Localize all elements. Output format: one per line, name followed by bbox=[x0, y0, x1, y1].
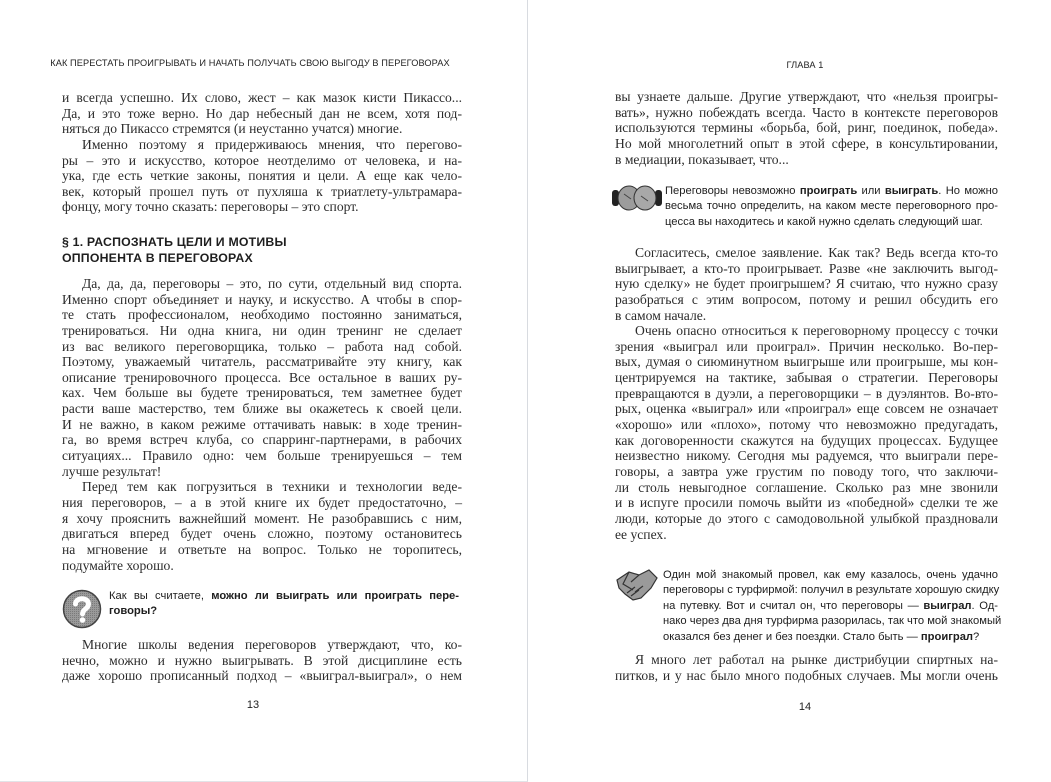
text-line: используются термины «борьба, бой, ринг, поединок, победа». bbox=[615, 120, 998, 136]
callout-text: или bbox=[857, 185, 885, 197]
callout-text: Переговоры невозможно bbox=[665, 185, 800, 197]
callout-text: весьма точно определить, на каком месте переговорного про- bbox=[665, 200, 998, 213]
body-text bbox=[62, 276, 462, 573]
callout-line bbox=[665, 215, 998, 230]
text-line: Согласитесь, смелое заявление. Как так? Ведь всегда кто-то bbox=[635, 245, 998, 260]
callout-line bbox=[663, 583, 998, 598]
question-callout bbox=[109, 589, 459, 620]
body-text bbox=[615, 89, 998, 167]
text-line: Очень опасно относиться к переговорному процессу с точки bbox=[635, 323, 998, 339]
callout-line bbox=[663, 614, 1002, 629]
text-line: га, во время встреч клуба, со спарринг-партнерами, в рабочих bbox=[62, 432, 462, 448]
text-line: «хорошо» или «плохо», потому что невозможно предугадать, bbox=[615, 417, 998, 433]
text-line: тренироваться. Ни одна книга, ни один тренинг не сделает bbox=[62, 322, 462, 338]
heading-line: ОППОНЕНТА В ПЕРЕГОВОРАХ bbox=[62, 250, 253, 265]
callout-text: Как вы считаете, bbox=[109, 590, 212, 602]
text-line: неизвестно никому. Сегодня мы радуемся, что выиграли пере- bbox=[615, 448, 998, 464]
text-line: Именно спорт объединяет и науку, и искусство. А чтобы в спор- bbox=[62, 291, 462, 307]
paragraph bbox=[615, 652, 998, 683]
text-line: и всегда успешно. Их слово, жест – как мазок кисти Пикассо... bbox=[62, 90, 462, 105]
running-head: ГЛАВА 1 bbox=[786, 60, 824, 70]
paragraph bbox=[615, 323, 998, 542]
callout-text: ? bbox=[973, 630, 980, 643]
body-text bbox=[615, 245, 998, 542]
running-head: КАК ПЕРЕСТАТЬ ПРОИГРЫВАТЬ И НАЧАТЬ ПОЛУЧАТЬ СВОЮ ВЫГОДУ В ПЕРЕГОВОРАХ bbox=[50, 58, 450, 68]
emphasis-text: проиграть bbox=[799, 185, 858, 197]
text-line: вых, думая о сиюминутном выигрыше или проигрыше, мы кон- bbox=[615, 354, 998, 370]
paragraph bbox=[615, 245, 998, 323]
emphasis-text: выиграл bbox=[923, 599, 972, 612]
paragraph bbox=[615, 89, 998, 167]
text-line: век, который прошел путь от пухляша к триатлету-ультрамара- bbox=[62, 183, 462, 199]
text-line: ситуациях... Правило одно: чем больше тренируешься – тем bbox=[62, 448, 462, 464]
body-text bbox=[615, 652, 998, 683]
text-line: в самом начале. bbox=[615, 307, 707, 323]
question-mark-icon bbox=[62, 589, 102, 629]
callout-text: оказался без денег и без поездки. Стало быть — bbox=[663, 630, 921, 643]
callout-text: . Но можно bbox=[938, 185, 998, 197]
text-line: превращаются в дуэли, а переговорщики – в дуэлянтов. Во-вто- bbox=[615, 385, 998, 401]
text-line: подумайте хорошо. bbox=[62, 557, 174, 573]
emphasis-text: можно ли выиграть или проиграть пере- bbox=[211, 590, 459, 602]
text-line: нечно, можно и нужно выигрывать. В этой дисциплине есть bbox=[62, 652, 462, 668]
page-number: 13 bbox=[246, 699, 260, 711]
text-line: ее успех. bbox=[615, 526, 667, 542]
text-line: из вас великого переговорщика, только – работа над собой. bbox=[62, 338, 462, 354]
section-heading bbox=[62, 235, 462, 266]
text-line: И не важно, в каком режиме оттачивать навык: в ходе тренин- bbox=[62, 416, 462, 432]
text-line: Но мой многолетний опыт в этой сфере, в консультировании, bbox=[615, 135, 998, 151]
text-line: фонцу, могу точно сказать: переговоры – это спорт. bbox=[62, 199, 359, 215]
text-line: и в испуге просили помочь выйти из «победной» сделки те же bbox=[615, 495, 998, 511]
callout-line bbox=[109, 604, 459, 619]
text-line: описание тренировочного процесса. Все остальное в ваших ру- bbox=[62, 369, 462, 385]
text-line: выигрывает, а кто-то проигрывает. Разве «не заключить выгод- bbox=[615, 260, 998, 276]
callout-line bbox=[665, 184, 998, 199]
text-line: ры – это и искусство, которое неотделимо от человека, и на- bbox=[62, 152, 462, 168]
text-line: ния переговоров, – а в этой книге их будет предостаточно, – bbox=[62, 494, 462, 510]
text-line: люди, которые до этого с самодовольной улыбкой праздновали bbox=[615, 510, 998, 526]
emphasis-text: выиграть bbox=[884, 185, 939, 197]
text-line: няться до Пикассо стремятся (и неустанно учатся) многие. bbox=[62, 121, 403, 137]
callout-line bbox=[663, 630, 998, 645]
text-line: как договоренности скажутся на будущих процессах. Будущее bbox=[615, 432, 998, 448]
paragraph bbox=[62, 90, 462, 137]
callout-text: на путевку. Вот и считал он, что переговоры — bbox=[663, 599, 924, 612]
text-line: Да, и это тоже верно. Но дар небесный дан не всем, хотя под- bbox=[62, 105, 462, 121]
handshake-callout bbox=[663, 568, 1002, 645]
text-line: рых, оценка «выиграл» или «проиграл» еще совсем не означает bbox=[615, 401, 998, 417]
paragraph bbox=[62, 479, 462, 573]
callout-line bbox=[663, 568, 998, 583]
callout-text: цесса вы находитесь и какой нужно сделать следующий шаг. bbox=[665, 215, 983, 228]
callout-line bbox=[665, 199, 998, 214]
text-line: ли столь невыгодное соглашение. Сколько раз мне звонили bbox=[615, 479, 998, 495]
text-line: Поэтому, уважаемый читатель, рассматривайте эту книгу, как bbox=[62, 354, 462, 370]
heading-line: § 1. РАСПОЗНАТЬ ЦЕЛИ И МОТИВЫ bbox=[62, 235, 287, 249]
text-line: расти ваше мастерство, тем ближе вы окажетесь к своей цели. bbox=[62, 401, 462, 417]
text-line: Да, да, да, переговоры – это, по сути, отдельный вид спорта. bbox=[82, 276, 462, 291]
paragraph bbox=[62, 637, 462, 684]
text-line: в медиации, показывает, что... bbox=[615, 151, 789, 167]
text-line: разобраться с этим вопросом, потому и решил обсудить его bbox=[615, 291, 998, 307]
callout-text: . Од- bbox=[971, 599, 998, 612]
right-page bbox=[529, 0, 1051, 781]
text-line: вать», нужно побеждать всегда. Часто в контексте переговоров bbox=[615, 104, 998, 120]
handshake-icon bbox=[615, 566, 659, 604]
callout-line bbox=[109, 589, 459, 604]
page-number: 14 bbox=[798, 701, 812, 713]
callout-line bbox=[663, 599, 998, 614]
gloves-callout bbox=[665, 184, 998, 230]
text-line: зрения «выиграл или проиграл». Причин несколько. Во-пер- bbox=[615, 338, 998, 354]
text-line: ука, где есть четкие законы, понятия и цели. А еще как чело- bbox=[62, 168, 462, 184]
callout-text: нако через два дня турфирма разорилась, так что мой знакомый bbox=[663, 615, 1002, 628]
emphasis-text: проиграл bbox=[920, 630, 974, 643]
text-line: Я много лет работал на рынке дистрибуции спиртных на- bbox=[635, 652, 998, 667]
text-line: говоры, а завтра уже грустим по поводу того, что заключи- bbox=[615, 463, 998, 479]
text-line: двигаться вперед будет очень сложно, поэтому остановитесь bbox=[62, 526, 462, 542]
paragraph bbox=[62, 137, 462, 215]
text-line: питков, и у нас было много подобных случаев. Мы могли очень bbox=[615, 667, 998, 683]
text-line: ках. Чем больше вы будете тренироваться, тем заметнее будет bbox=[62, 385, 462, 401]
text-line: Именно поэтому я придерживаюсь мнения, что перегово- bbox=[82, 136, 462, 152]
callout-text: переговоры с турфирмой: получил в результате хорошую скидку bbox=[663, 584, 1000, 597]
text-line: Многие школы ведения переговоров утверждают, что, ко- bbox=[82, 637, 462, 652]
text-line: вы узнаете дальше. Другие утверждают, что «нельзя проигры- bbox=[615, 89, 998, 104]
text-line: центрируемся на тактике, забывая о стратегии. Переговоры bbox=[615, 370, 998, 386]
text-line: ную сделку» не будет проигрышем? Я считаю, что нужно сразу bbox=[615, 276, 998, 292]
text-line: я хочу прояснить важнейший момент. Не разобравшись с ним, bbox=[62, 510, 462, 526]
paragraph bbox=[62, 276, 462, 479]
text-line: те стать профессионалом, необходимо постоянно заниматься, bbox=[62, 307, 462, 323]
emphasis-text: говоры? bbox=[109, 605, 158, 618]
text-line: лучше результат! bbox=[62, 463, 162, 479]
body-text bbox=[62, 90, 462, 215]
text-line: на мгновение и ответьте на вопрос. Только не торопитесь, bbox=[62, 541, 462, 557]
text-line: даже хорошо прописанный подход – «выиграл-выиграл», о нем bbox=[62, 668, 462, 684]
boxing-gloves-icon bbox=[611, 182, 663, 214]
text-line: Перед тем как погрузиться в техники и технологии веде- bbox=[82, 479, 462, 495]
body-text bbox=[62, 637, 462, 684]
callout-text: Один мой знакомый провел, как ему казалось, очень удачно bbox=[663, 569, 998, 581]
